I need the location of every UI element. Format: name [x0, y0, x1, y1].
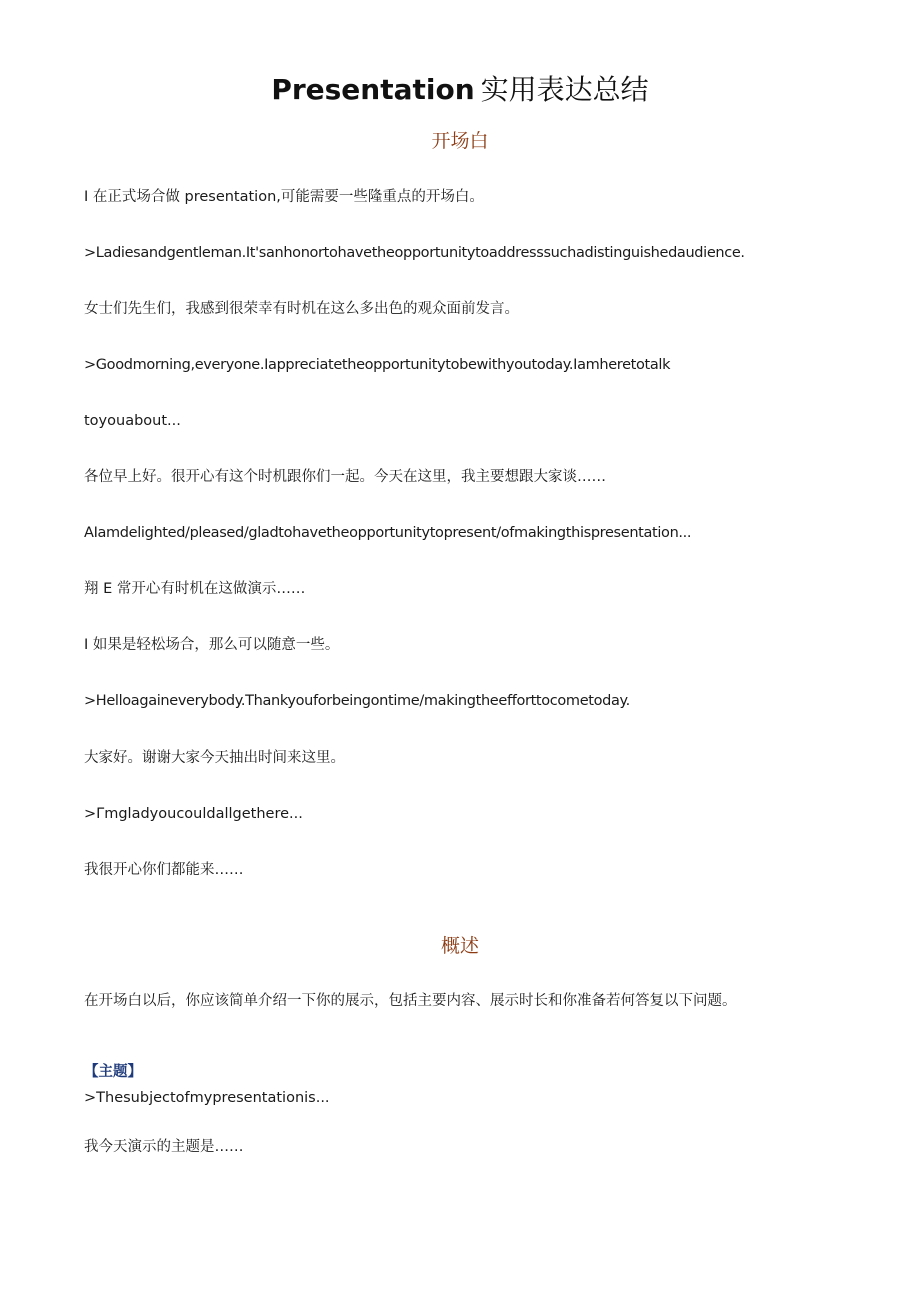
- paragraph: 女士们先生们，我感到很荣幸有时机在这么多出色的观众面前发言。: [84, 301, 519, 317]
- section-heading-overview: 概述: [440, 935, 479, 957]
- paragraph: >Goodmorning,everyone.Iappreciatetheopportunitytobewithyoutoday.Iamheretotalk: [84, 357, 671, 373]
- paragraph: toyouabout...: [84, 413, 181, 429]
- paragraph: >Thesubjectofmypresentationis...: [84, 1090, 330, 1106]
- paragraph: 我今天演示的主题是……: [84, 1139, 244, 1155]
- paragraph: 在开场白以后，你应该简单介绍一下你的展示，包括主要内容、展示时长和你准备若何答复以下问题。: [84, 993, 737, 1009]
- title-chinese: 实用表达总结: [480, 73, 649, 106]
- paragraph: >Helloagaineverybody.Thankyouforbeingontime/makingtheefforttocometoday.: [84, 693, 630, 709]
- paragraph: I 如果是轻松场合，那么可以随意一些。: [84, 637, 340, 653]
- paragraph: >Γmgladyoucouldallgethere...: [84, 806, 303, 822]
- paragraph: I 在正式场合做 presentation,可能需要一些隆重点的开场白。: [84, 189, 484, 205]
- section-heading-opening: 开场白: [431, 130, 489, 152]
- paragraph: >Ladiesandgentleman.It'sanhonortohavetheopportunitytoaddresssuchadistinguishedaudience.: [84, 245, 745, 261]
- title-english: Presentation: [271, 73, 475, 106]
- paragraph: 我很开心你们都能来……: [84, 862, 244, 878]
- paragraph: 翔 E 常开心有时机在这做演示……: [84, 581, 306, 597]
- paragraph: 各位早上好。很开心有这个时机跟你们一起。今天在这里，我主要想跟大家谈……: [84, 469, 606, 485]
- paragraph: 大家好。谢谢大家今天抽出时间来这里。: [84, 750, 345, 766]
- paragraph: AIamdelighted/pleased/gladtohavetheopportunitytopresent/ofmakingthispresentation...: [84, 525, 692, 541]
- page-title: [0, 72, 920, 108]
- subheading-topic: 【主题】: [84, 1064, 142, 1080]
